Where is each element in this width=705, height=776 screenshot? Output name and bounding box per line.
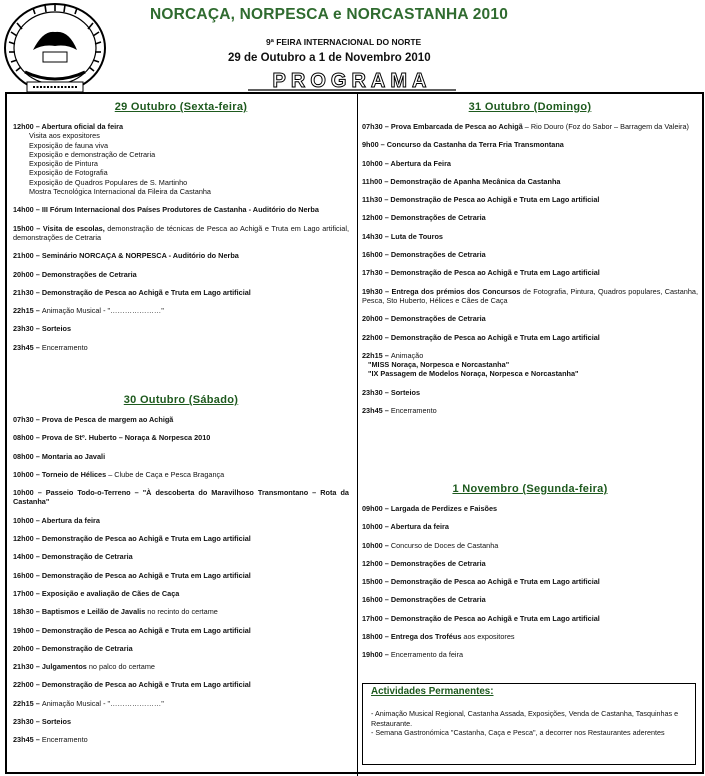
event-detail: – Clube de Caça e Pesca Bragança: [106, 469, 225, 479]
schedule-event: [13, 516, 349, 525]
event-separator: –: [33, 433, 42, 443]
event-separator: –: [382, 577, 391, 587]
day-31-section: [362, 101, 698, 415]
event-time: 18h00: [362, 632, 383, 642]
schedule-event: [13, 306, 349, 315]
association-seal-logo: [3, 2, 107, 94]
schedule-event: [13, 288, 349, 297]
day-title: 31 Outubro (Domingo): [468, 101, 592, 113]
event-separator: –: [382, 522, 391, 532]
schedule-event: [13, 699, 349, 708]
event-title: Abertura da feira: [41, 515, 100, 525]
event-time: 08h00: [13, 433, 34, 443]
event-title: Seminário NORCAÇA & NORPESCA - Auditório do Nerba: [41, 251, 239, 261]
event-title: Demonstração de Pesca ao Achigã e Truta em Lago artificial: [41, 680, 251, 690]
event-detail: – Rio Douro (Foz do Sabor – Barragem da Valeira): [522, 122, 689, 131]
day-title: 1 Novembro (Segunda-feira): [452, 483, 608, 495]
schedule-event: [362, 504, 698, 513]
event-time: 16h00: [362, 250, 383, 260]
event-title: Julgamentos: [41, 662, 87, 672]
schedule-event: [13, 589, 349, 598]
schedule-event: [362, 650, 698, 659]
event-time: 14h00: [13, 552, 34, 562]
event-time: 16h00: [362, 595, 383, 605]
event-separator: –: [382, 286, 392, 296]
event-title: Sorteios: [41, 717, 72, 727]
event-time: 23h45: [13, 735, 34, 745]
event-time: 19h30: [362, 286, 383, 296]
event-title: Demonstrações de Cetraria: [390, 558, 486, 568]
event-time: 10h00: [362, 158, 383, 168]
schedule-event: [362, 595, 698, 604]
schedule-event: [13, 607, 349, 616]
event-time: 21h30: [13, 662, 34, 672]
event-title: Entrega dos prémios dos Concursos: [391, 286, 521, 296]
fair-dates: 29 de Outubro a 1 de Novembro 2010: [228, 52, 431, 64]
event-title: Demonstrações de Cetraria: [390, 213, 486, 223]
schedule-event: [362, 232, 698, 241]
event-subitem: Exposição de Fotografia: [29, 168, 108, 178]
event-list: [13, 122, 349, 352]
event-separator: –: [33, 324, 42, 334]
event-separator: –: [33, 680, 42, 690]
event-title: Demonstração de Pesca ao Achigã e Truta em Lago artificial: [41, 534, 251, 544]
event-separator: –: [382, 250, 391, 260]
event-time: 20h00: [362, 314, 383, 324]
event-title: Concurso da Castanha da Terra Fria Transmontana: [386, 140, 564, 150]
schedule-event: [362, 195, 698, 204]
event-separator: –: [382, 595, 391, 605]
event-time: 11h30: [362, 195, 383, 205]
schedule-event: [362, 159, 698, 168]
event-time: 12h00: [13, 122, 34, 131]
event-separator: –: [33, 717, 42, 727]
event-separator: –: [33, 515, 42, 525]
event-title: Demonstração de Pesca ao Achigã e Truta em Lago artificial: [390, 613, 600, 623]
event-separator: –: [33, 643, 42, 653]
column-divider: [357, 93, 358, 776]
event-separator: –: [33, 306, 42, 316]
event-separator: –: [33, 570, 42, 580]
day-29-section: [13, 101, 349, 352]
event-separator: –: [33, 625, 42, 635]
schedule-event: [13, 205, 349, 214]
event-title: Visita de escolas,: [42, 223, 105, 233]
event-separator: –: [33, 534, 42, 544]
day-30-section: [13, 394, 349, 745]
event-title: Demonstrações de Cetraria: [390, 314, 486, 324]
event-time: 07h30: [362, 122, 383, 131]
event-detail: Encerramento: [41, 342, 88, 352]
event-title: Demonstração de Pesca ao Achigã e Truta em Lago artificial: [390, 195, 600, 205]
event-time: 22h00: [362, 332, 383, 342]
event-separator: –: [382, 195, 391, 205]
event-time: 08h00: [13, 451, 34, 461]
event-title: Abertura da feira: [390, 522, 449, 532]
event-subitem: "MISS Noraça, Norpesca e Norcastanha": [368, 360, 510, 370]
schedule-event: [13, 452, 349, 461]
event-time: 23h30: [13, 717, 34, 727]
event-separator: –: [382, 213, 391, 223]
event-separator: –: [33, 415, 42, 424]
event-title: Prova de Stº. Huberto – Noraça & Norpesca 2010: [41, 433, 211, 443]
event-title: Demonstração de Apanha Mecânica da Castanha: [390, 176, 561, 186]
event-subitem: "IX Passagem de Modelos Noraça, Norpesca e Norcastanha": [368, 369, 579, 379]
schedule-event: [362, 268, 698, 277]
event-separator: –: [33, 488, 46, 498]
event-title: Demonstrações de Cetraria: [41, 269, 137, 279]
event-separator: –: [382, 387, 391, 397]
schedule-event: [362, 632, 698, 641]
event-separator: –: [33, 122, 42, 131]
event-title: Demonstração de Cetraria: [41, 552, 133, 562]
event-detail: Encerramento: [41, 735, 88, 745]
schedule-event: [13, 644, 349, 653]
event-subitem: Visita aos expositores: [29, 131, 100, 141]
schedule-event: [362, 314, 698, 323]
event-time: 10h00: [13, 469, 34, 479]
schedule-event: [13, 470, 349, 479]
event-separator: –: [382, 158, 391, 168]
event-title: Exposição e avaliação de Cães de Caça: [41, 588, 180, 598]
schedule-event: [362, 122, 698, 131]
event-time: 10h00: [13, 515, 34, 525]
event-detail: Animação: [390, 350, 424, 360]
schedule-event: [362, 287, 698, 306]
schedule-event: [13, 626, 349, 635]
event-time: 10h00: [13, 488, 34, 498]
permanent-activities-title: Actividades Permanentes:: [371, 686, 494, 697]
event-subitem: Exposição de fauna viva: [29, 140, 109, 150]
event-separator: –: [382, 540, 391, 550]
event-time: 15h00: [362, 577, 383, 587]
event-title: III Fórum Internacional dos Países Produtores de Castanha - Auditório do Nerba: [41, 205, 319, 215]
event-title: Sorteios: [390, 387, 421, 397]
event-time: 11h00: [362, 176, 383, 186]
permanent-activity-item: - Animação Musical Regional, Castanha Assada, Exposições, Venda de Castanha, Tasquinhas e Restaurante.: [371, 709, 679, 728]
event-separator: –: [382, 332, 391, 342]
event-separator: –: [33, 552, 42, 562]
event-separator: –: [33, 607, 42, 617]
event-separator: –: [33, 287, 42, 297]
event-separator: –: [382, 650, 391, 660]
event-title: Abertura oficial da feira: [41, 122, 124, 131]
event-title: Passeio Todo-o-Terreno – "À descoberta do Maravilhoso Transmontano – Rota da Castanha": [13, 488, 349, 507]
schedule-event: [13, 433, 349, 442]
event-detail: Animação Musical - "…………………": [41, 306, 164, 316]
event-time: 23h30: [362, 387, 383, 397]
event-separator: –: [33, 251, 42, 261]
event-title: Torneio de Hélices: [41, 469, 107, 479]
schedule-event: [362, 541, 698, 550]
day-title: 30 Outubro (Sábado): [123, 394, 239, 406]
schedule-event: [362, 213, 698, 222]
event-separator: –: [382, 406, 391, 416]
event-separator: –: [382, 350, 391, 360]
event-time: 22h00: [13, 680, 34, 690]
schedule-event: [13, 717, 349, 726]
event-time: 14h30: [362, 231, 383, 241]
event-subitem: Exposição de Quadros Populares de S. Martinho: [29, 177, 188, 187]
event-separator: –: [382, 314, 391, 324]
schedule-event: [362, 140, 698, 149]
event-detail: Animação Musical - "…………………": [41, 698, 164, 708]
event-time: 19h00: [362, 650, 383, 660]
event-time: 12h00: [362, 213, 383, 223]
event-time: 17h30: [362, 268, 383, 278]
event-separator: –: [382, 558, 391, 568]
event-title: Demonstração de Pesca ao Achigã e Truta em Lago artificial: [390, 332, 600, 342]
schedule-event: [362, 614, 698, 623]
schedule-event: [13, 534, 349, 543]
event-separator: –: [33, 205, 42, 215]
event-title: Entrega dos Troféus: [390, 632, 462, 642]
programa-text: PROGRAMA: [272, 70, 432, 92]
event-separator: –: [382, 613, 391, 623]
event-title: Abertura da Feira: [390, 158, 451, 168]
event-title: Demonstrações de Cetraria: [390, 250, 486, 260]
event-separator: –: [33, 469, 42, 479]
event-list: [13, 415, 349, 745]
schedule-event: [13, 224, 349, 243]
schedule-event: [13, 251, 349, 260]
event-title: Demonstração de Pesca ao Achigã e Truta em Lago artificial: [41, 287, 251, 297]
event-time: 20h00: [13, 643, 34, 653]
schedule-event: [13, 270, 349, 279]
event-separator: –: [33, 342, 42, 352]
event-time: 17h00: [13, 588, 34, 598]
event-separator: –: [33, 223, 43, 233]
event-time: 15h00: [13, 223, 34, 233]
event-time: 14h00: [13, 205, 34, 215]
event-time: 19h00: [13, 625, 34, 635]
schedule-event: [362, 406, 698, 415]
event-time: 23h30: [13, 324, 34, 334]
event-detail: de Fotografia, Pintura, Quadros populares, Castanha, Pesca, Sto Huberto, Hélices e Cães de Caça: [362, 286, 698, 305]
schedule-event: [13, 680, 349, 689]
event-time: 12h00: [13, 534, 34, 544]
event-title: Baptismos e Leilão de Javalis: [41, 607, 146, 617]
event-title: Demonstração de Cetraria: [41, 643, 133, 653]
event-time: 10h00: [362, 540, 383, 550]
permanent-activity-item: - Semana Gastronómica "Castanha, Caça e Pesca", a decorrer nos Restaurantes aderentes: [371, 728, 665, 738]
event-separator: –: [33, 269, 42, 279]
schedule-event: [362, 522, 698, 531]
event-time: 09h00: [362, 504, 383, 513]
event-separator: –: [382, 231, 391, 241]
event-separator: –: [382, 632, 391, 642]
event-time: 10h00: [362, 522, 383, 532]
event-time: 18h30: [13, 607, 34, 617]
event-list: [362, 504, 698, 660]
event-detail: Encerramento da feira: [390, 650, 464, 660]
event-detail: no recinto do certame: [145, 607, 218, 617]
fair-subtitle: 9ª FEIRA INTERNACIONAL DO NORTE: [266, 37, 422, 47]
event-detail: demonstração de técnicas de Pesca ao Achigã e Truta em Lago artificial, demonstrações de Cetraria: [13, 223, 349, 242]
schedule-event: [13, 662, 349, 671]
schedule-event: [13, 343, 349, 352]
event-separator: –: [378, 140, 387, 150]
event-separator: –: [33, 735, 42, 745]
event-time: 21h00: [13, 251, 34, 261]
event-time: 16h00: [13, 570, 34, 580]
schedule-event: [362, 351, 698, 379]
schedule-event: [13, 552, 349, 561]
schedule-event: [362, 177, 698, 186]
event-subitem: Exposição de Pintura: [29, 159, 98, 169]
schedule-event: [362, 559, 698, 568]
event-time: 21h30: [13, 287, 34, 297]
event-list: [362, 122, 698, 415]
event-title: Montaria ao Javali: [41, 451, 106, 461]
schedule-event: [362, 388, 698, 397]
event-subitem: Mostra Tecnológica Internacional da Fileira da Castanha: [29, 187, 211, 197]
schedule-event: [13, 324, 349, 333]
event-time: 07h30: [13, 415, 34, 424]
schedule-event: [362, 250, 698, 259]
programa-heading: [244, 68, 460, 92]
event-time: 23h45: [13, 342, 34, 352]
schedule-event: [362, 333, 698, 342]
event-separator: –: [382, 504, 391, 513]
event-title: Demonstração de Pesca ao Achigã e Truta em Lago artificial: [41, 625, 251, 635]
event-separator: –: [382, 268, 391, 278]
event-detail: Concurso de Doces de Castanha: [390, 540, 499, 550]
event-title: Prova Embarcada de Pesca ao Achigã: [390, 122, 523, 131]
event-separator: –: [382, 176, 391, 186]
event-title: Sorteios: [41, 324, 72, 334]
event-title: Demonstrações de Cetraria: [390, 595, 486, 605]
event-separator: –: [33, 698, 42, 708]
event-title: Demonstração de Pesca ao Achigã e Truta em Lago artificial: [390, 577, 600, 587]
event-time: 22h15: [13, 698, 34, 708]
event-time: 22h15: [13, 306, 34, 316]
page-title: NORCAÇA, NORPESCA e NORCASTANHA 2010: [150, 6, 509, 23]
event-title: Demonstração de Pesca ao Achigã e Truta em Lago artificial: [41, 570, 251, 580]
event-title: Demonstração de Pesca ao Achigã e Truta em Lago artificial: [390, 268, 600, 278]
event-separator: –: [33, 588, 42, 598]
day-1-section: [362, 483, 698, 660]
event-time: 9h00: [362, 140, 379, 150]
schedule-event: [13, 415, 349, 424]
event-detail: no palco do certame: [86, 662, 155, 672]
event-detail: aos expositores: [461, 632, 515, 642]
permanent-activities-box: [362, 683, 696, 765]
event-time: 17h00: [362, 613, 383, 623]
day-title: 29 Outubro (Sexta-feira): [114, 101, 248, 113]
schedule-event: [13, 122, 349, 196]
schedule-event: [362, 577, 698, 586]
event-title: Prova de Pesca de margem ao Achigã: [41, 415, 174, 424]
event-detail: Encerramento: [390, 406, 437, 416]
schedule-event: [13, 571, 349, 580]
schedule-event: [13, 488, 349, 507]
event-time: 22h15: [362, 350, 383, 360]
event-separator: –: [33, 662, 42, 672]
event-subitem: Exposição e demonstração de Cetraria: [29, 149, 156, 159]
event-time: 20h00: [13, 269, 34, 279]
event-time: 23h45: [362, 406, 383, 416]
event-separator: –: [33, 451, 42, 461]
event-title: Luta de Touros: [390, 231, 443, 241]
schedule-event: [13, 735, 349, 744]
event-title: Largada de Perdizes e Faisões: [390, 504, 498, 513]
event-time: 12h00: [362, 558, 383, 568]
event-separator: –: [382, 122, 391, 131]
